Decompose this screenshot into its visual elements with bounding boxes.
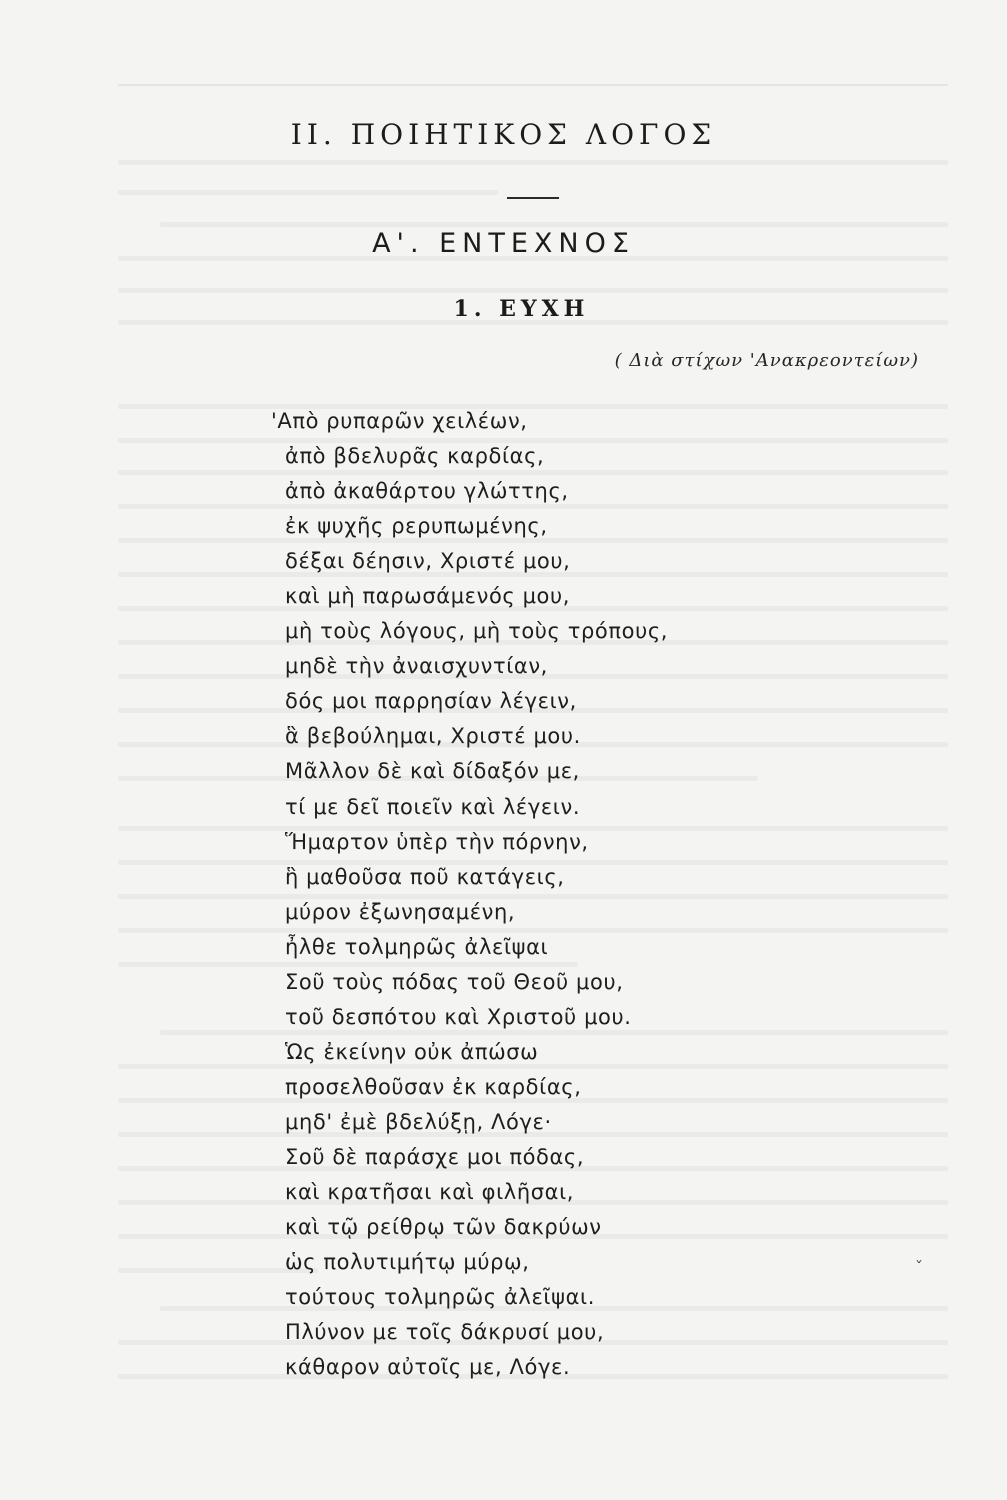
- subsection-title: Α'. ΕΝΤΕΧΝΟΣ: [372, 228, 635, 259]
- verse-line: Πλύνον με τοῖς δάκρυσί μου,: [285, 1320, 605, 1345]
- verse-line: καὶ κρατῆσαι καὶ φιλῆσαι,: [285, 1180, 575, 1205]
- verse-line: μηδ' ἐμὲ βδελύξῃ, Λόγε·: [285, 1109, 552, 1134]
- verse-line: μύρον ἐξωνησαμένη,: [285, 899, 516, 924]
- verse-line: ἦλθε τολμηρῶς ἀλεῖψαι: [285, 934, 549, 959]
- poem-verses: [271, 404, 669, 1385]
- verse-line: Σοῦ δὲ παράσχε μοι πόδας,: [285, 1144, 585, 1169]
- stray-ink-mark: ˇ: [915, 1258, 923, 1277]
- title-divider: [507, 197, 559, 199]
- verse-line: καὶ τῷ ρείθρῳ τῶν δακρύων: [285, 1215, 602, 1240]
- verse-line: καὶ μὴ παρωσάμενός μου,: [285, 584, 571, 609]
- verse-line: ἣ μαθοῦσα ποῦ κατάγεις,: [285, 864, 565, 889]
- verse-line: δέξαι δέησιν, Χριστέ μου,: [285, 549, 571, 574]
- verse-line: Σοῦ τοὺς πόδας τοῦ Θεοῦ μου,: [285, 969, 624, 994]
- section-title: II. ΠΟΙΗΤΙΚΟΣ ΛΟΓΟΣ: [290, 118, 717, 151]
- verse-line: τούτους τολμηρῶς ἀλεῖψαι.: [285, 1285, 595, 1310]
- verse-line: ὡς πολυτιμήτῳ μύρῳ,: [285, 1250, 530, 1275]
- verse-line: Ἥμαρτον ὑπὲρ τὴν πόρνην,: [285, 829, 589, 854]
- verse-line: 'Απὸ ρυπαρῶν χειλέων,: [271, 409, 528, 433]
- verse-line: προσελθοῦσαν ἐκ καρδίας,: [285, 1074, 582, 1099]
- verse-line: ἀπὸ ἀκαθάρτου γλώττης,: [285, 479, 569, 504]
- poem-title: 1. ΕΥΧΗ: [453, 296, 590, 322]
- verse-line: δός μοι παρρησίαν λέγειν,: [285, 689, 577, 714]
- verse-line: μὴ τοὺς λόγους, μὴ τοὺς τρόπους,: [285, 619, 669, 644]
- verse-line: κάθαρον αὐτοῖς με, Λόγε.: [285, 1355, 571, 1380]
- verse-line: Ὡς ἐκείνην οὐκ ἀπώσω: [285, 1039, 539, 1064]
- verse-line: Μᾶλλον δὲ καὶ δίδαξόν με,: [285, 759, 580, 784]
- verse-line: ἐκ ψυχῆς ρερυπωμένης,: [285, 514, 548, 539]
- verse-line: ἃ βεβούλημαι, Χριστέ μου.: [285, 724, 581, 749]
- verse-line: ἀπὸ βδελυρᾶς καρδίας,: [285, 444, 545, 469]
- verse-line: μηδὲ τὴν ἀναισχυντίαν,: [285, 654, 548, 679]
- verse-line: τοῦ δεσπότου καὶ Χριστοῦ μου.: [285, 1004, 632, 1029]
- verse-line: τί με δεῖ ποιεῖν καὶ λέγειν.: [285, 794, 581, 819]
- poem-meter-note: ( Διὰ στίχων 'Ανακρεοντείων): [614, 350, 919, 371]
- bleed-through-header: [118, 58, 948, 86]
